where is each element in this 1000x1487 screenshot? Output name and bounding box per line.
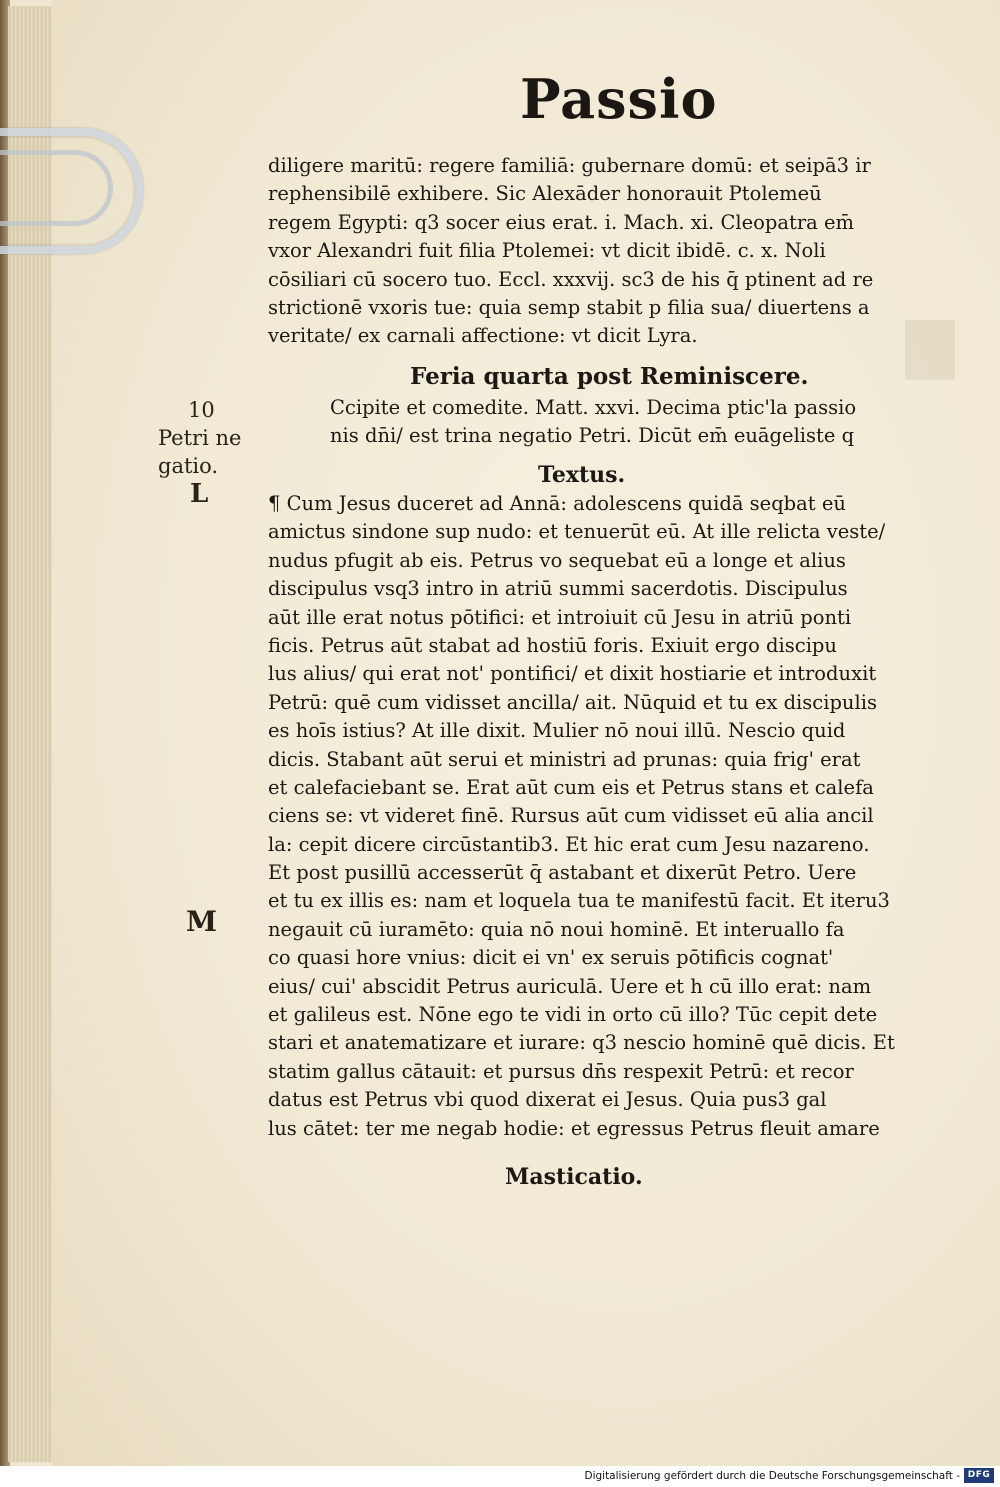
- para3-line: dicis. Stabant aūt serui et ministri ad prunas: quia frig' erat: [268, 747, 861, 771]
- margin-note-petri-ne: Petri ne: [158, 426, 242, 450]
- para3-line: discipulus vsq3 intro in atriū summi sacerdotis. Discipulus: [268, 577, 848, 601]
- running-head: Passio: [520, 67, 718, 131]
- heading-masticatio: Masticatio.: [505, 1164, 643, 1190]
- heading-textus: Textus.: [538, 462, 626, 488]
- para3-line: amictus sindone sup nudo: et tenuerūt eū. At ille relicta veste/: [268, 520, 886, 544]
- para3-line: Petrū: quē cum vidisset ancilla/ ait. Nūquid et tu ex discipulis: [268, 690, 877, 714]
- paragraph-1: [268, 152, 948, 351]
- dfg-logo: DFG: [964, 1468, 994, 1483]
- para3-line: et tu ex illis es: nam et loquela tua te manifestū facit. Et iteru3: [268, 889, 890, 913]
- para3-line: datus est Petrus vbi quod dixerat ei Jesus. Quia pus3 gal: [268, 1088, 827, 1112]
- para3-line: co quasi hore vnius: dicit ei vn' ex seruis pōtificis cognat': [268, 946, 834, 970]
- footer-bar: [0, 1466, 1000, 1487]
- margin-note-letter-m: M: [186, 905, 217, 938]
- margin-note-gatio: gatio.: [158, 454, 219, 478]
- para1-line: vxor Alexandri fuit filia Ptolemei: vt dicit ibidē. c. x. Noli: [268, 239, 826, 263]
- para3-line: et calefaciebant se. Erat aūt cum eis et Petrus stans et calefa: [268, 775, 874, 799]
- para1-line: diligere maritū: regere familiā: gubernare domū: et seipā3 ir: [268, 154, 871, 177]
- para3-line: aūt ille erat notus pōtifici: et introiuit cū Jesu in atriū ponti: [268, 605, 852, 629]
- heading-feria: Feria quarta post Reminiscere.: [410, 363, 809, 390]
- para3-line: negauit cū iuramēto: quia nō noui hominē. Et interuallo fa: [268, 917, 845, 941]
- para2-line: nis dn̄i/ est trina negatio Petri. Dicūt em̄ euāgeliste q: [330, 424, 855, 448]
- para1-line: cōsiliari cū socero tuo. Eccl. xxxvij. sc3 de his q̄ ptinent ad re: [268, 267, 874, 291]
- para3-line: ficis. Petrus aūt stabat ad hostiū foris. Exiuit ergo discipu: [268, 633, 837, 657]
- para2-line: Ccipite et comedite. Matt. xxvi. Decima ptic'la passio: [330, 396, 857, 419]
- para3-line: Et post pusillū accesserūt q̄ astabant et dixerūt Petro. Uere: [268, 861, 857, 885]
- para3-line: eius/ cui' abscidit Petrus auriculā. Uere et h cū illo erat: nam: [268, 974, 872, 998]
- para1-line: veritate/ ex carnali affectione: vt dicit Lyra.: [268, 324, 698, 348]
- para3-line: la: cepit dicere circūstantib3. Et hic erat cum Jesu nazareno.: [268, 832, 870, 856]
- margin-note-number: 10: [188, 398, 215, 422]
- paragraph-3: [268, 490, 948, 1143]
- para3-line: et galileus est. Nōne ego te vidi in orto cū illo? Tūc cepit dete: [268, 1003, 878, 1027]
- para3-line: ¶ Cum Jesus duceret ad Annā: adolescens quidā seqbat eū: [268, 492, 846, 515]
- para3-line: stari et anatematizare et iurare: q3 nescio hominē quē dicis. Et: [268, 1031, 895, 1055]
- para3-line: ciens se: vt videret finē. Rursus aūt cum vidisset eū alia ancil: [268, 804, 874, 828]
- para3-line: statim gallus cātauit: et pursus dn̄s respexit Petrū: et recor: [268, 1059, 854, 1083]
- para3-line: lus cātet: ter me negab hodie: et egressus Petrus fleuit amare: [268, 1116, 880, 1140]
- paper-clip-inner-icon: [0, 150, 113, 226]
- paragraph-2: [330, 394, 950, 451]
- margin-note-letter-l: L: [190, 479, 209, 509]
- para1-line: rephensibilē exhibere. Sic Alexāder honorauit Ptolemeū: [268, 182, 822, 206]
- para3-line: nudus pfugit ab eis. Petrus vo sequebat eū a longe et alius: [268, 548, 846, 572]
- para3-line: es hoīs istius? At ille dixit. Mulier nō noui illū. Nescio quid: [268, 719, 846, 743]
- para1-line: regem Egypti: q3 socer eius erat. i. Mach. xi. Cleopatra em̄: [268, 210, 854, 234]
- para1-line: strictionē vxoris tue: quia semp stabit p filia sua/ diuertens a: [268, 295, 870, 319]
- para3-line: lus alius/ qui erat not' pontifici/ et dixit hostiarie et introduxit: [268, 662, 877, 686]
- footer-credit: Digitalisierung gefördert durch die Deutsche Forschungsgemeinschaft -: [584, 1470, 960, 1482]
